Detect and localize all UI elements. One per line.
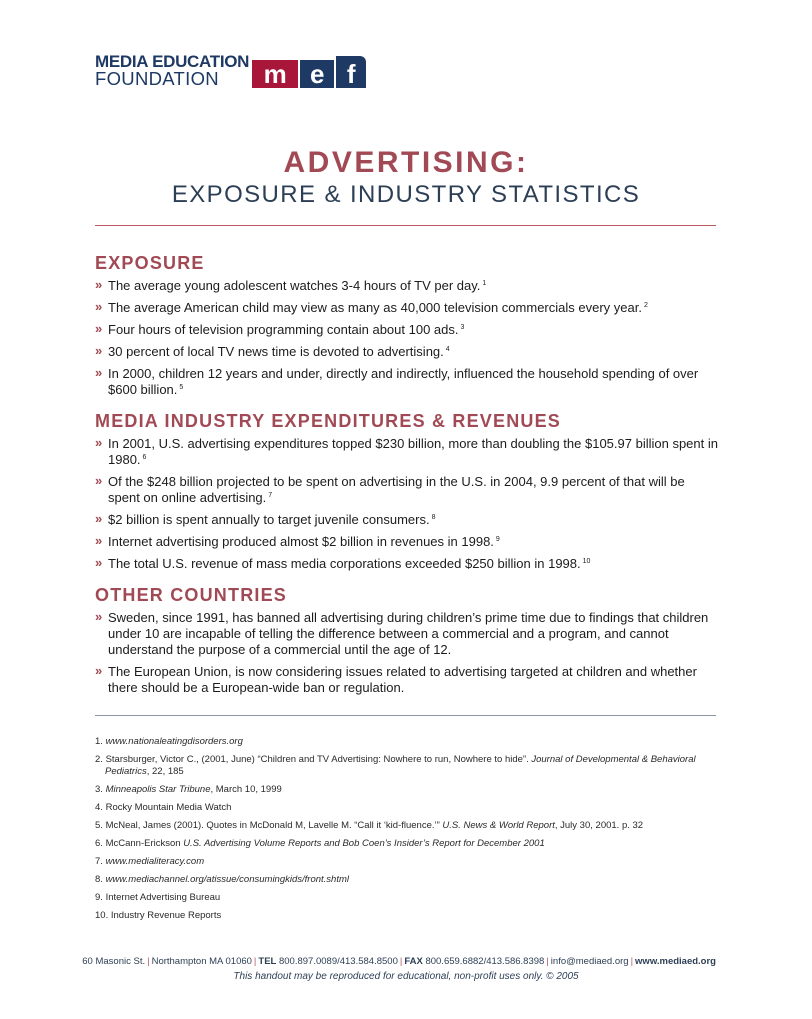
footer-tel-label: TEL bbox=[258, 956, 277, 967]
footnote-num: 2. bbox=[95, 754, 103, 765]
footnote-num: 7. bbox=[95, 856, 103, 867]
footnote-ref: 9 bbox=[495, 535, 500, 543]
footnote-italic: U.S. News & World Report bbox=[442, 820, 555, 831]
list-item-text: The average American child may view as many as 40,000 television commercials every year. bbox=[108, 300, 642, 315]
footnotes-divider bbox=[95, 715, 716, 716]
footer-separator: | bbox=[630, 956, 634, 967]
double-chevron-icon: » bbox=[95, 343, 103, 358]
footnote-ref: 5 bbox=[179, 383, 184, 391]
footnote bbox=[95, 802, 720, 814]
logo-line-1: MEDIA EDUCATION bbox=[95, 51, 250, 71]
footnote bbox=[95, 874, 720, 886]
double-chevron-icon: » bbox=[95, 555, 103, 570]
main-content bbox=[95, 252, 720, 708]
double-chevron-icon: » bbox=[95, 533, 103, 548]
section-heading: EXPOSURE bbox=[95, 253, 205, 273]
page-title bbox=[0, 146, 812, 210]
footer-fax-label: FAX bbox=[404, 956, 423, 967]
double-chevron-icon: » bbox=[95, 511, 103, 526]
list-item-text: 30 percent of local TV news time is devoted to advertising. bbox=[108, 344, 444, 359]
footnote bbox=[95, 838, 720, 850]
footnote bbox=[95, 856, 720, 868]
section-heading: MEDIA INDUSTRY EXPENDITURES & REVENUES bbox=[95, 411, 561, 431]
list-item bbox=[95, 534, 720, 550]
footer-tel: 800.897.0089/413.584.8500 bbox=[278, 956, 398, 967]
footnote-num: 8. bbox=[95, 874, 103, 885]
footnote-ref: 8 bbox=[431, 513, 436, 521]
list-item-text: Four hours of television programming contain about 100 ads. bbox=[108, 322, 459, 337]
logo-line-2: FOUNDATION bbox=[95, 67, 219, 89]
footnote-ref: 10 bbox=[582, 557, 591, 565]
footnote-ref: 3 bbox=[460, 323, 465, 331]
list-item-text: In 2001, U.S. advertising expenditures topped $230 billion, more than doubling the $105.97 billion spent in 1980. bbox=[108, 436, 718, 467]
footnote-italic: U.S. Advertising Volume Reports and Bob Coen’s Insider’s Report for December 2001 bbox=[183, 838, 545, 849]
list-item-text: $2 billion is spent annually to target juvenile consumers. bbox=[108, 512, 430, 527]
footer-email[interactable]: info@mediaed.org bbox=[550, 956, 629, 967]
footnote-ref: 6 bbox=[142, 453, 147, 461]
section-exposure bbox=[95, 252, 720, 398]
footnote bbox=[95, 910, 720, 922]
title-main: ADVERTISING: bbox=[283, 146, 529, 179]
section-media-industry-expenditures-revenues bbox=[95, 410, 720, 572]
footnote-italic: Journal of Developmental & Behavioral Pediatrics bbox=[105, 754, 696, 777]
list-item bbox=[95, 322, 720, 338]
footer-fax: 800.659.6882/413.586.8398 bbox=[425, 956, 545, 967]
footnote bbox=[95, 784, 720, 796]
double-chevron-icon: » bbox=[95, 321, 103, 336]
bullet-list bbox=[95, 610, 720, 696]
list-item bbox=[95, 344, 720, 360]
footnote bbox=[95, 892, 720, 904]
footnote bbox=[95, 736, 720, 748]
footnote-italic: www.nationaleatingdisorders.org bbox=[105, 736, 243, 747]
footer-notice: This handout may be reproduced for educational, non-profit uses only. © 2005 bbox=[233, 971, 579, 982]
double-chevron-icon: » bbox=[95, 435, 103, 450]
double-chevron-icon: » bbox=[95, 473, 103, 488]
footnote-num: 4. bbox=[95, 802, 103, 813]
double-chevron-icon: » bbox=[95, 277, 103, 292]
list-item bbox=[95, 436, 720, 468]
list-item bbox=[95, 366, 720, 398]
footer-separator: | bbox=[546, 956, 549, 967]
footnote-plain: Industry Revenue Reports bbox=[110, 910, 222, 921]
footnote-ref: 1 bbox=[482, 279, 487, 287]
list-item bbox=[95, 556, 720, 572]
footnote-num: 1. bbox=[95, 736, 103, 747]
footnote-after: , 22, 185 bbox=[146, 766, 184, 777]
footnote-num: 5. bbox=[95, 820, 103, 831]
list-item-text: Of the $248 billion projected to be spent on advertising in the U.S. in 2004, 9.9 percent of that will be spent on online advertising. bbox=[108, 474, 685, 505]
footnote-num: 9. bbox=[95, 892, 103, 903]
footnote bbox=[95, 820, 720, 832]
double-chevron-icon: » bbox=[95, 365, 103, 380]
mef-logo bbox=[95, 52, 366, 88]
footnote-after: , March 10, 1999 bbox=[210, 784, 282, 795]
footnote-ref: 7 bbox=[268, 491, 273, 499]
bullet-list bbox=[95, 436, 720, 572]
footnote-after: , July 30, 2001. p. 32 bbox=[554, 820, 644, 831]
section-heading: OTHER COUNTRIES bbox=[95, 585, 288, 605]
footnote-num: 3. bbox=[95, 784, 103, 795]
footer-address: 60 Masonic St. bbox=[82, 956, 146, 967]
section-other-countries bbox=[95, 584, 720, 696]
footnotes bbox=[95, 736, 720, 928]
mef-logo-mark-icon bbox=[252, 56, 366, 88]
list-item-text: In 2000, children 12 years and under, directly and indirectly, influenced the household spending of over $600 billion. bbox=[108, 366, 699, 397]
footer-city: Northampton MA 01060 bbox=[151, 956, 252, 967]
footnote-num: 6. bbox=[95, 838, 103, 849]
footnote-ref: 2 bbox=[643, 301, 648, 309]
footnote-plain: Internet Advertising Bureau bbox=[105, 892, 221, 903]
logo-mark-m: m bbox=[252, 60, 298, 88]
footer-separator: | bbox=[253, 956, 257, 967]
double-chevron-icon: » bbox=[95, 299, 103, 314]
list-item-text: Sweden, since 1991, has banned all advertising during children’s prime time due to findings that children under 10 are incapable of telling the difference between a commercial and a program, and cannot understand the purpose of a commercial until the age of 12. bbox=[108, 610, 709, 657]
page-footer bbox=[0, 956, 716, 982]
bullet-list bbox=[95, 278, 720, 398]
footnote-plain: Starsburger, Victor C., (2001, June) “Children and TV Advertising: Nowhere to run, Nowhere to hide”. bbox=[105, 754, 532, 765]
list-item bbox=[95, 664, 720, 696]
list-item-text: The European Union, is now considering issues related to advertising targeted at children and whether there should be a European-wide ban or regulation. bbox=[108, 664, 697, 695]
double-chevron-icon: » bbox=[95, 609, 103, 624]
logo-mark-e: e bbox=[300, 60, 334, 88]
list-item-text: The average young adolescent watches 3-4 hours of TV per day. bbox=[108, 278, 481, 293]
logo-mark-f: f bbox=[336, 56, 366, 88]
logo-wordmark bbox=[95, 53, 249, 89]
footnote-plain: McCann-Erickson bbox=[105, 838, 184, 849]
footer-contact bbox=[0, 956, 716, 968]
footnote-italic: www.medialiteracy.com bbox=[105, 856, 205, 867]
footnote-num: 10. bbox=[95, 910, 109, 921]
list-item-text: The total U.S. revenue of mass media corporations exceeded $250 billion in 1998. bbox=[108, 556, 581, 571]
list-item-text: Internet advertising produced almost $2 billion in revenues in 1998. bbox=[108, 534, 494, 549]
list-item bbox=[95, 512, 720, 528]
title-divider bbox=[95, 225, 716, 226]
footnote bbox=[95, 754, 720, 778]
title-subtitle: EXPOSURE & INDUSTRY STATISTICS bbox=[171, 181, 641, 208]
footnote-plain: McNeal, James (2001). Quotes in McDonald M, Lavelle M. “Call it ‘kid-fluence.’” bbox=[105, 820, 443, 831]
footnote-plain: Rocky Mountain Media Watch bbox=[105, 802, 232, 813]
list-item bbox=[95, 278, 720, 294]
double-chevron-icon: » bbox=[95, 663, 103, 678]
list-item bbox=[95, 300, 720, 316]
footnote-italic: www.mediachannel.org/atissue/consumingkids/front.shtml bbox=[105, 874, 349, 885]
footer-separator: | bbox=[399, 956, 403, 967]
list-item bbox=[95, 610, 720, 658]
footer-separator: | bbox=[147, 956, 150, 967]
list-item bbox=[95, 474, 720, 506]
footnote-italic: Minneapolis Star Tribune bbox=[105, 784, 211, 795]
footnote-ref: 4 bbox=[445, 345, 450, 353]
footer-website-link[interactable]: www.mediaed.org bbox=[635, 956, 716, 967]
